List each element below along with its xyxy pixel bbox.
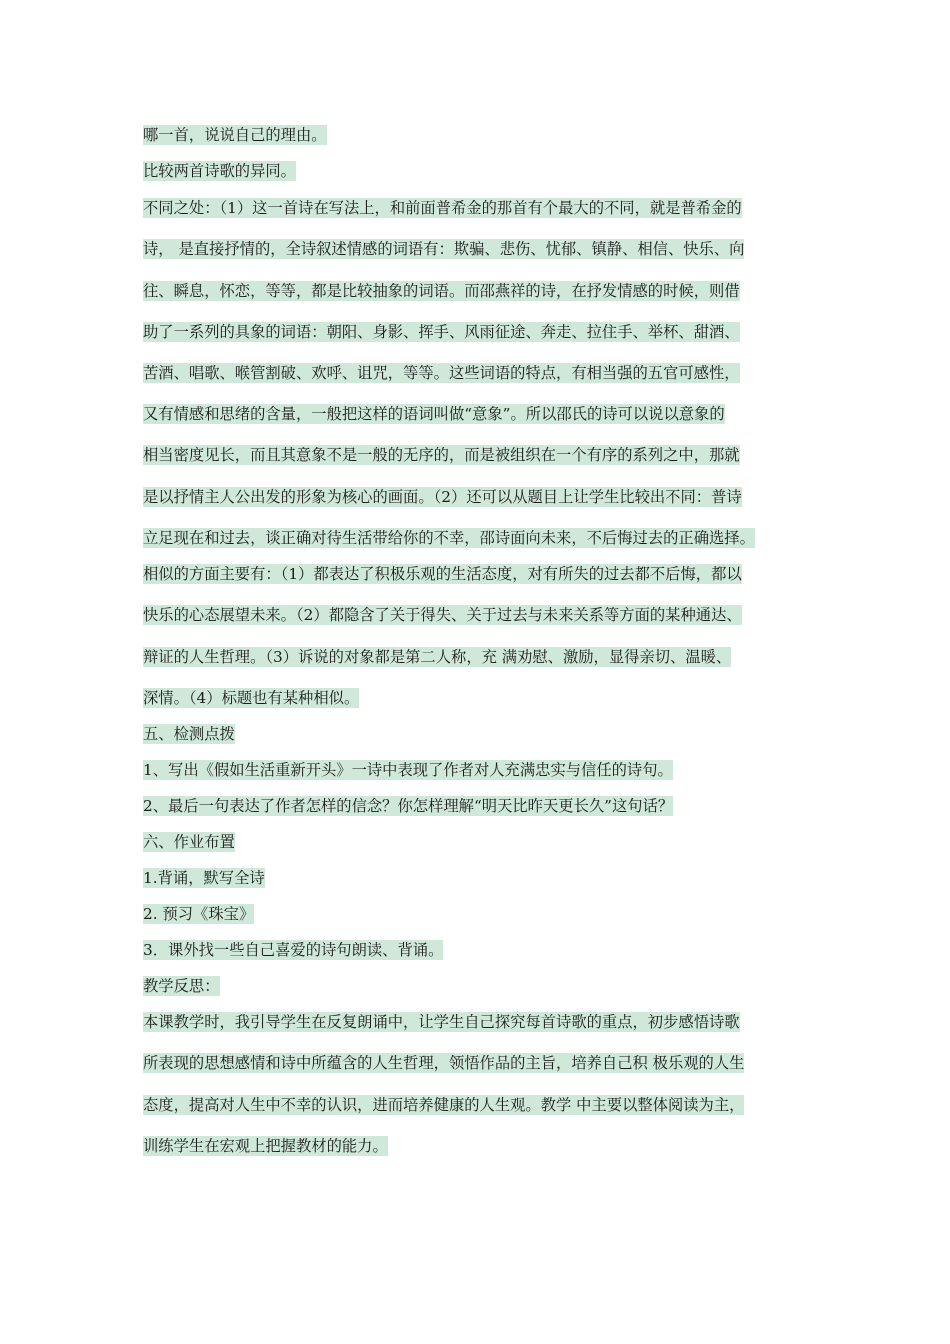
line-text: 哪一首，说说自己的理由。 (143, 126, 327, 144)
line-text: 相当密度见长，而且其意象不是一般的无序的，而是被组织在一个有序的系列之中，那就 (143, 446, 740, 464)
text-line (143, 604, 742, 626)
text-line (143, 403, 725, 425)
text-line (143, 321, 740, 343)
text-line (143, 362, 740, 384)
line-text: 立足现在和过去，谈正确对待生活带给你的不幸，邵诗面向未来，不后悔过去的正确选择。 (143, 529, 755, 547)
line-text: 相似的方面主要有：（1）都表达了积极乐观的生活态度，对有所失的过去都不后悔，都以 (143, 565, 742, 583)
line-text: 教学反思： (143, 977, 220, 995)
line-text: 不同之处：（1）这一首诗在写法上，和前面普希金的那首有个最大的不同，就是普希金的 (143, 199, 742, 217)
line-text: 1.背诵，默写全诗 (143, 869, 265, 887)
line-text: 助了一系列的具象的词语：朝阳、身影、挥手、风雨征途、奔走、拉住手、举杯、甜酒、 (143, 323, 740, 341)
text-line (143, 939, 443, 961)
line-text: 1、写出《假如生活重新开头》一诗中表现了作者对人充满忠实与信任的诗句。 (143, 761, 673, 779)
line-text: 3．课外找一些自己喜爱的诗句朗读、背诵。 (143, 941, 444, 959)
line-text: 2、最后一句表达了作者怎样的信念？你怎样理解“明天比昨天更长久”这句话？ (143, 797, 674, 815)
text-line (143, 1094, 744, 1116)
text-line (143, 1052, 744, 1074)
text-line (143, 527, 755, 549)
section-heading (143, 975, 220, 997)
line-text: 快乐的心态展望未来。（2）都隐含了关于得失、关于过去与未来关系等方面的某种通达、 (143, 606, 742, 624)
section-heading (143, 831, 235, 853)
line-text: 苦酒、唱歌、喉管割破、欢呼、诅咒，等等。这些词语的特点，有相当强的五官可感性， (143, 364, 740, 382)
line-text: 态度，提高对人生中不幸的认识，进而培养健康的人生观。教学 中主要以整体阅读为主， (143, 1096, 745, 1114)
text-line (143, 124, 327, 146)
text-line (143, 1135, 388, 1157)
text-line (143, 759, 673, 781)
text-line (143, 197, 742, 219)
text-line (143, 867, 265, 889)
line-text: 训练学生在宏观上把握教材的能力。 (143, 1137, 388, 1155)
text-line (143, 1011, 740, 1033)
text-line (143, 280, 740, 302)
section-heading (143, 723, 235, 745)
line-text: 六、作业布置 (143, 833, 235, 851)
line-text: 2. 预习《珠宝》 (143, 905, 255, 923)
text-line (143, 160, 296, 182)
line-text: 往、瞬息，怀恋，等等，都是比较抽象的词语。而邵燕祥的诗，在抒发情感的时候，则借 (143, 282, 740, 300)
text-line (143, 687, 359, 709)
line-text: 本课教学时，我引导学生在反复朗诵中，让学生自己探究每首诗歌的重点，初步感悟诗歌 (143, 1013, 740, 1031)
text-line (143, 563, 742, 585)
text-line (143, 646, 731, 668)
line-text: 又有情感和思绪的含量，一般把这样的语词叫做“意象”。所以邵氏的诗可以说以意象的 (143, 405, 725, 423)
text-line (143, 903, 254, 925)
line-text: 深情。（4）标题也有某种相似。 (143, 689, 360, 707)
text-line (143, 486, 742, 508)
line-text: 是以抒情主人公出发的形象为核心的画面。（2）还可以从题目上让学生比较出不同：普诗 (143, 488, 742, 506)
line-text: 所表现的思想感情和诗中所蕴含的人生哲理，领悟作品的主旨，培养自己积 极乐观的人生 (143, 1054, 745, 1072)
line-text: 比较两首诗歌的异同。 (143, 162, 296, 180)
text-line (143, 795, 673, 817)
text-line (143, 238, 744, 260)
line-text: 辩证的人生哲理。（3）诉说的对象都是第二人称，充 满劝慰、激励，显得亲切、温暖、 (143, 648, 732, 666)
line-text: 五、检测点拨 (143, 725, 235, 743)
line-text: 诗， 是直接抒情的，全诗叙述情感的词语有：欺骗、悲伤、忧郁、镇静、相信、快乐、向 (143, 240, 745, 258)
text-line (143, 444, 740, 466)
